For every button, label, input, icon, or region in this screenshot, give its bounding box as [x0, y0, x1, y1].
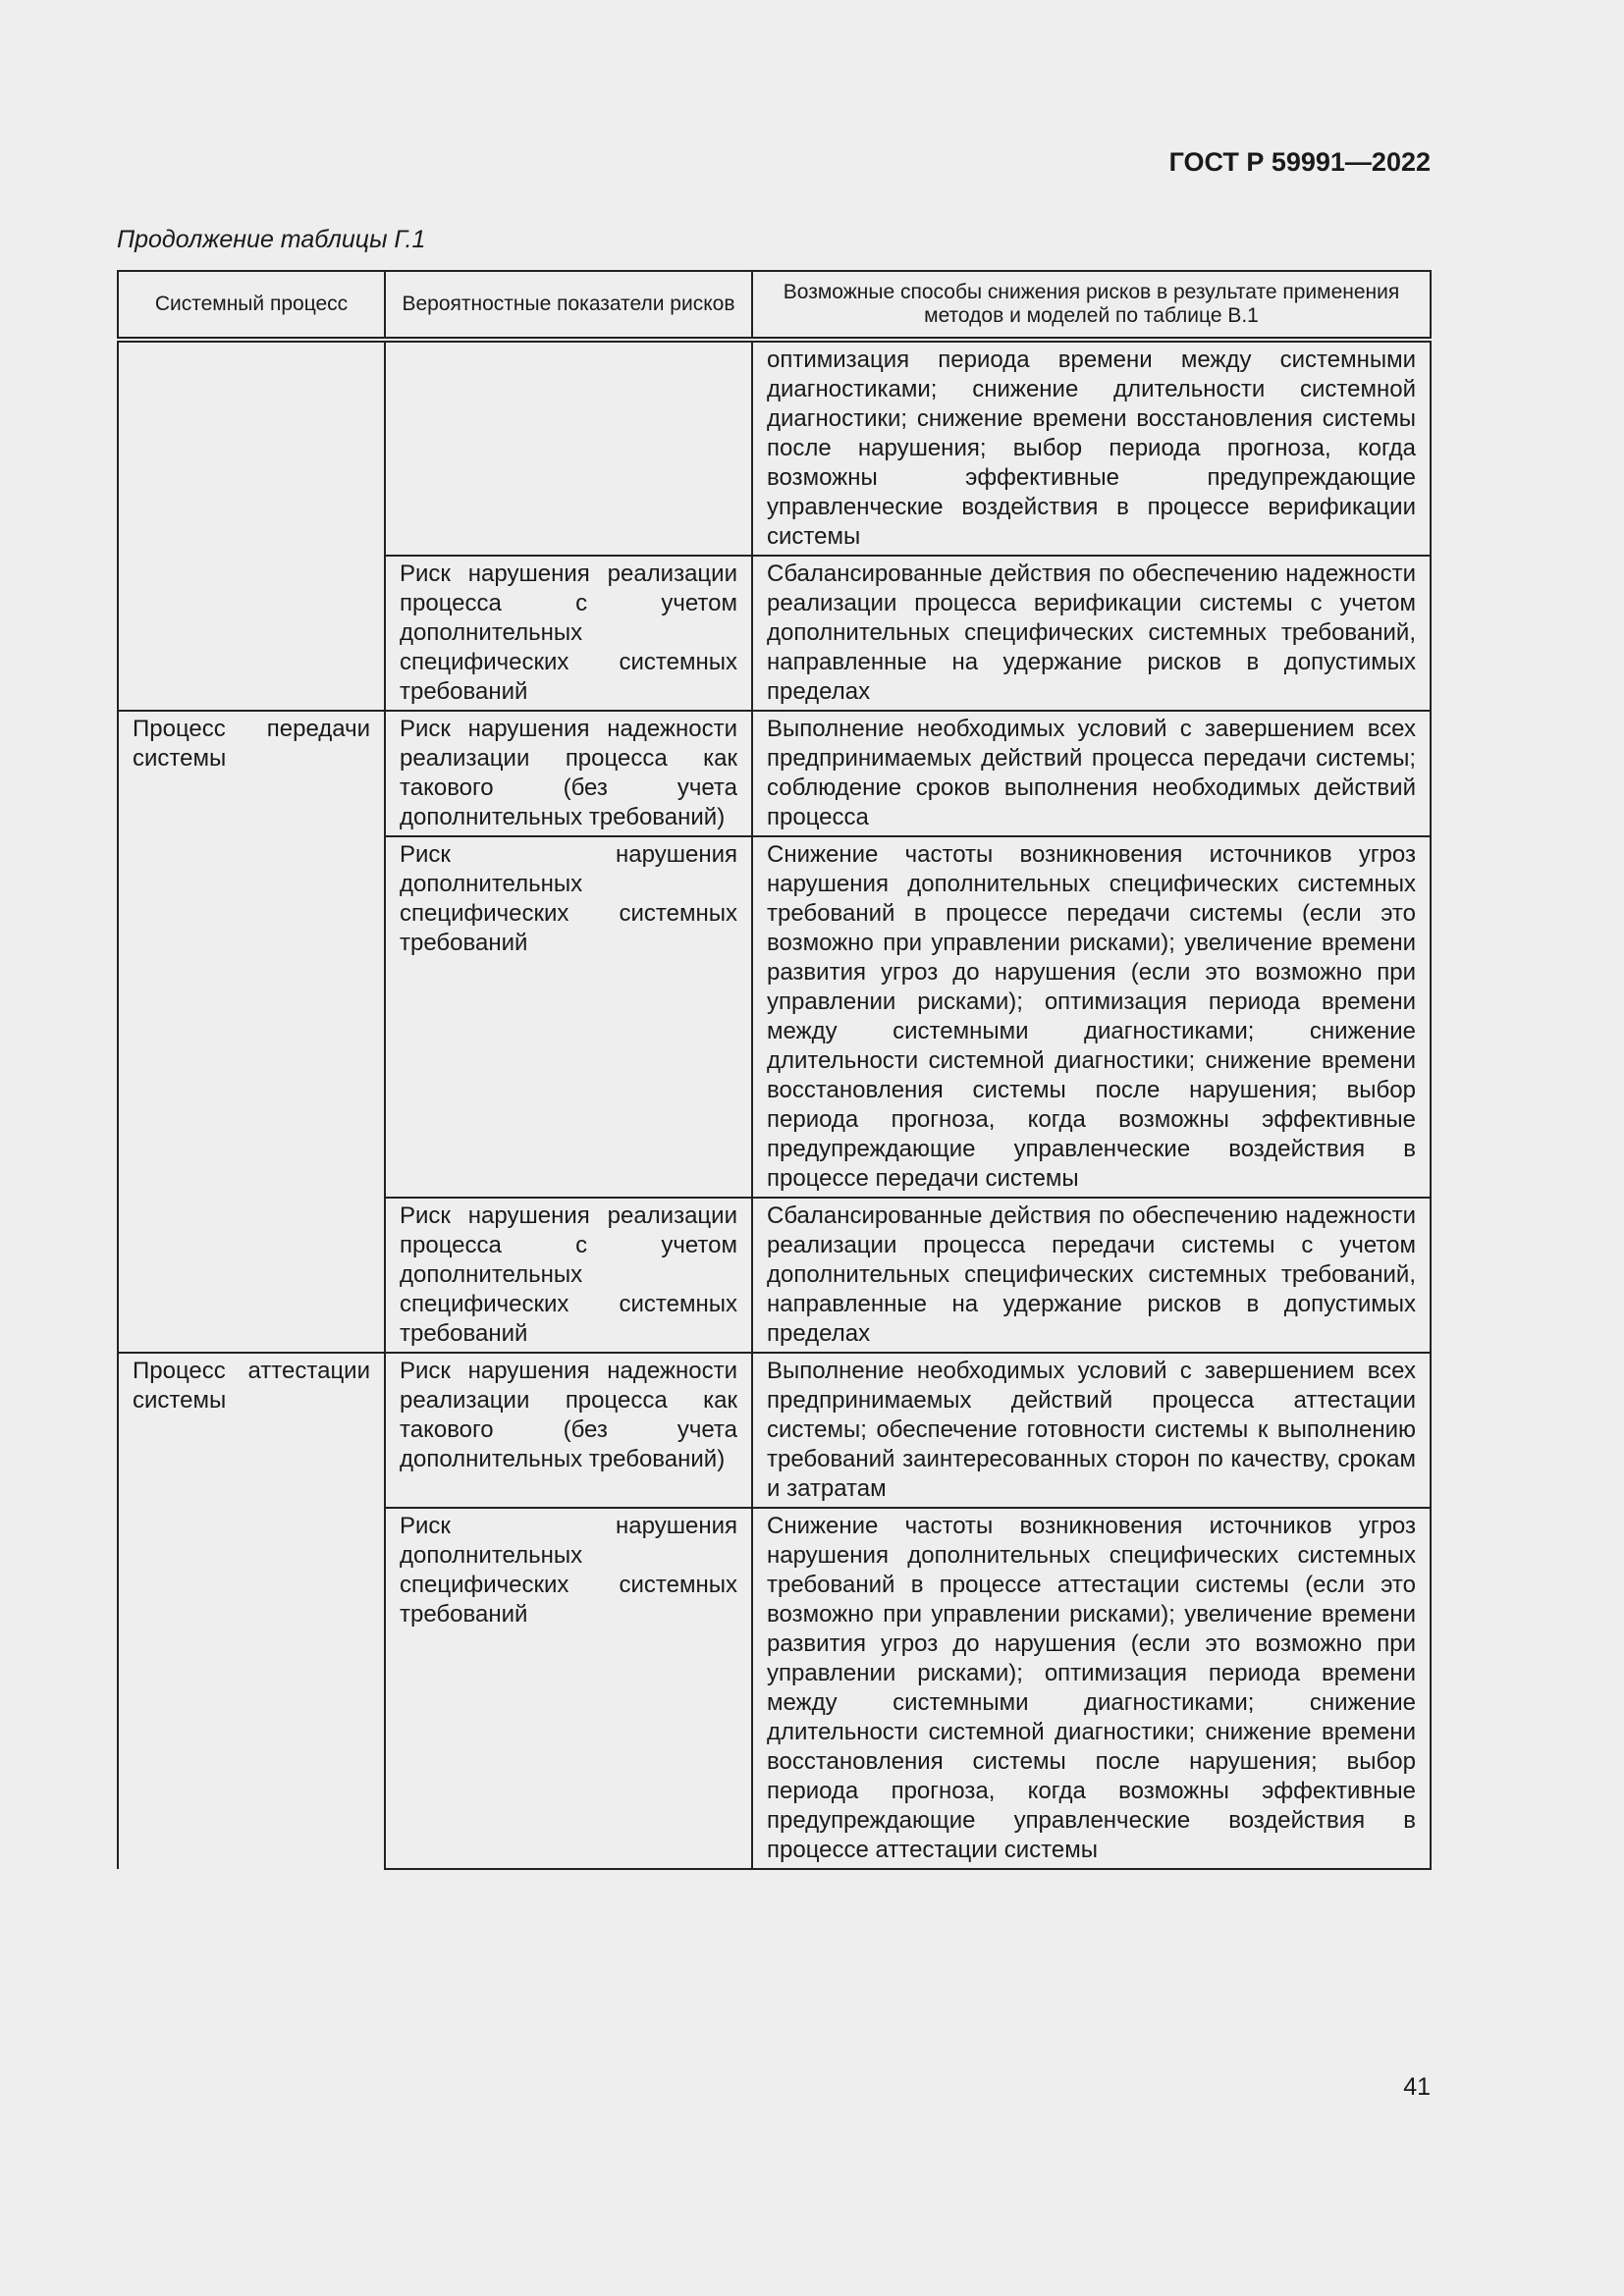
indicator-cell: Риск нарушения дополнительных специфических системных требований [385, 836, 752, 1198]
process-cell: Процесс аттестации системы [118, 1353, 385, 1869]
table-row [118, 711, 1431, 836]
table-row [118, 1353, 1431, 1508]
column-header-process: Системный процесс [118, 271, 385, 340]
indicator-cell [385, 340, 752, 556]
indicator-cell: Риск нарушения надежности реализации процесса как такового (без учета дополнительных требований) [385, 711, 752, 836]
measures-cell: Выполнение необходимых условий с завершением всех предпринимаемых действий процесса передачи системы; соблюдение сроков выполнения необходимых действий процесса [752, 711, 1431, 836]
process-cell: Процесс передачи системы [118, 711, 385, 1353]
standard-code: ГОСТ Р 59991—2022 [1168, 147, 1431, 177]
process-cell [118, 340, 385, 711]
column-header-measures: Возможные способы снижения рисков в результате применения методов и моделей по таблице В.1 [752, 271, 1431, 340]
indicator-cell: Риск нарушения дополнительных специфических системных требований [385, 1508, 752, 1869]
indicator-cell: Риск нарушения надежности реализации процесса как такового (без учета дополнительных требований) [385, 1353, 752, 1508]
page-number: 41 [1403, 2073, 1431, 2101]
table-row [118, 340, 1431, 556]
table-header-row [118, 271, 1431, 340]
measures-cell: Выполнение необходимых условий с завершением всех предпринимаемых действий процесса аттестации системы; обеспечение готовности системы к выполнению требований заинтересованных сторон по качеству, срокам и затратам [752, 1353, 1431, 1508]
measures-cell: Снижение частоты возникновения источников угроз нарушения дополнительных специфических системных требований в процессе аттестации системы (если это возможно при управлении рисками); увеличение времени развития угроз до нарушения (если это возможно при управлении рисками); оптимизация периода времени между системными диагностиками; снижение длительности системной диагностики; снижение времени восстановления системы после нарушения; выбор периода прогноза, когда возможны эффективные предупреждающие управленческие воздействия в процессе аттестации системы [752, 1508, 1431, 1869]
table-caption: Продолжение таблицы Г.1 [117, 226, 426, 253]
column-header-indicators: Вероятностные показатели рисков [385, 271, 752, 340]
measures-cell: Сбалансированные действия по обеспечению надежности реализации процесса передачи системы с учетом дополнительных специфических системных требований, направленные на удержание рисков в допустимых пределах [752, 1198, 1431, 1353]
measures-cell: оптимизация периода времени между системными диагностиками; снижение длительности системной диагностики; снижение времени восстановления системы после нарушения; выбор периода прогноза, когда возможны эффективные предупреждающие управленческие воздействия в процессе верификации системы [752, 340, 1431, 556]
risk-table [117, 270, 1432, 1870]
measures-cell: Сбалансированные действия по обеспечению надежности реализации процесса верификации системы с учетом дополнительных специфических системных требований, направленные на удержание рисков в допустимых пределах [752, 556, 1431, 711]
measures-cell: Снижение частоты возникновения источников угроз нарушения дополнительных специфических системных требований в процессе передачи системы (если это возможно при управлении рисками); увеличение времени развития угроз до нарушения (если это возможно при управлении рисками); оптимизация периода времени между системными диагностиками; снижение длительности системной диагностики; снижение времени восстановления системы после нарушения; выбор периода прогноза, когда возможны эффективные предупреждающие управленческие воздействия в процессе передачи системы [752, 836, 1431, 1198]
indicator-cell: Риск нарушения реализации процесса с учетом дополнительных специфических системных требований [385, 1198, 752, 1353]
indicator-cell: Риск нарушения реализации процесса с учетом дополнительных специфических системных требований [385, 556, 752, 711]
